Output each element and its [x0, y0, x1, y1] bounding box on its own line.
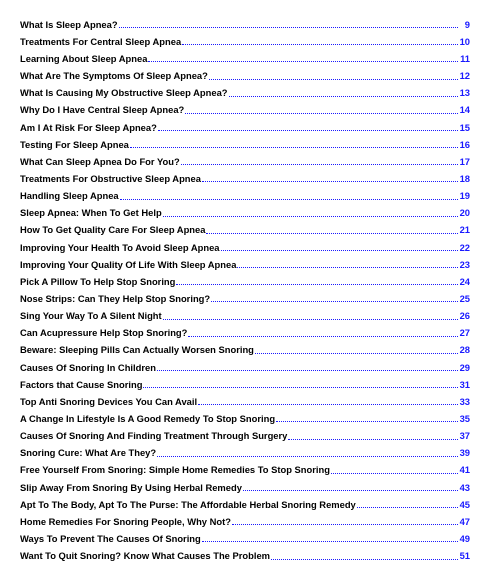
toc-dot-leader — [331, 473, 458, 474]
toc-dot-leader — [157, 370, 458, 371]
toc-dot-leader — [163, 216, 458, 217]
toc-entry-17[interactable] — [20, 286, 470, 303]
toc-dot-leader — [157, 456, 457, 457]
toc-entry-title: A Change In Lifestyle Is A Good Remedy To Stop Snoring — [20, 412, 276, 424]
toc-entry-13[interactable] — [20, 218, 470, 235]
toc-dot-leader — [288, 439, 457, 440]
toc-entry-32[interactable] — [20, 543, 470, 560]
toc-page-number: 20 — [459, 207, 470, 219]
toc-dot-leader — [143, 387, 457, 388]
toc-entry-title: Factors that Cause Snoring — [20, 378, 143, 390]
toc-entry-title: Top Anti Snoring Devices You Can Avail — [20, 395, 198, 407]
toc-entry-15[interactable] — [20, 252, 470, 269]
toc-entry-title: Improving Your Quality Of Life With Sleep Apnea — [20, 258, 237, 270]
toc-entry-29[interactable] — [20, 492, 470, 509]
toc-entry-title: Handling Sleep Apnea — [20, 190, 119, 202]
toc-page-number: 11 — [460, 53, 470, 65]
toc-dot-leader — [188, 336, 457, 337]
toc-dot-leader — [148, 61, 458, 62]
toc-page-number: 49 — [459, 532, 470, 544]
toc-page-number: 25 — [459, 292, 470, 304]
toc-dot-leader — [202, 181, 458, 182]
toc-entry-title: Learning About Sleep Apnea — [20, 53, 148, 65]
toc-dot-leader — [255, 353, 458, 354]
toc-entry-title: Treatments For Central Sleep Apnea — [20, 35, 182, 47]
toc-entry-title: Can Acupressure Help Stop Snoring? — [20, 327, 188, 339]
toc-entry-25[interactable] — [20, 423, 470, 440]
toc-entry-title: Causes Of Snoring In Children — [20, 361, 156, 373]
toc-page-number: 39 — [459, 447, 470, 459]
toc-entry-21[interactable] — [20, 355, 470, 372]
toc-dot-leader — [119, 27, 458, 28]
toc-dot-leader — [221, 250, 458, 251]
toc-entry-8[interactable] — [20, 132, 470, 149]
toc-entry-3[interactable] — [20, 46, 470, 63]
toc-dot-leader — [185, 113, 457, 114]
toc-page-number: 47 — [459, 515, 470, 527]
toc-entry-7[interactable] — [20, 115, 470, 132]
toc-page-number: 28 — [459, 344, 470, 356]
toc-entry-4[interactable] — [20, 63, 470, 80]
toc-entry-18[interactable] — [20, 303, 470, 320]
toc-page-number: 41 — [459, 464, 470, 476]
toc-page-number: 14 — [459, 104, 470, 116]
toc-entry-title: Nose Strips: Can They Help Stop Snoring? — [20, 292, 211, 304]
toc-entry-title: Ways To Prevent The Causes Of Snoring — [20, 532, 201, 544]
toc-page-number: 26 — [459, 310, 470, 322]
toc-entry-20[interactable] — [20, 338, 470, 355]
toc-entry-title: Snoring Cure: What Are They? — [20, 447, 157, 459]
toc-entry-10[interactable] — [20, 166, 470, 183]
toc-entry-title: Why Do I Have Central Sleep Apnea? — [20, 104, 185, 116]
toc-entry-title: Free Yourself From Snoring: Simple Home Remedies To Stop Snoring — [20, 464, 330, 476]
toc-entry-11[interactable] — [20, 183, 470, 200]
toc-page-number: 17 — [459, 155, 470, 167]
toc-dot-leader — [158, 130, 458, 131]
toc-dot-leader — [357, 507, 458, 508]
toc-entry-title: Slip Away From Snoring By Using Herbal Remedy — [20, 481, 242, 493]
toc-dot-leader — [211, 301, 457, 302]
toc-page-number: 12 — [459, 70, 470, 82]
toc-entry-16[interactable] — [20, 269, 470, 286]
toc-entry-27[interactable] — [20, 458, 470, 475]
table-of-contents — [20, 12, 470, 561]
toc-page-number: 51 — [459, 550, 470, 561]
toc-page-number: 10 — [459, 35, 470, 47]
toc-dot-leader — [163, 319, 458, 320]
toc-entry-5[interactable] — [20, 81, 470, 98]
toc-page-number: 31 — [459, 378, 470, 390]
toc-page-number: 13 — [459, 87, 470, 99]
toc-page-number: 27 — [459, 327, 470, 339]
toc-page-number: 22 — [459, 241, 470, 253]
toc-page-number: 37 — [459, 430, 470, 442]
toc-entry-23[interactable] — [20, 389, 470, 406]
toc-page-number: 19 — [459, 190, 470, 202]
toc-entry-title: Sleep Apnea: When To Get Help — [20, 207, 162, 219]
toc-dot-leader — [206, 233, 457, 234]
toc-entry-31[interactable] — [20, 526, 470, 543]
toc-entry-title: Apt To The Body, Apt To The Purse: The Affordable Herbal Snoring Remedy — [20, 498, 356, 510]
toc-entry-title: Improving Your Health To Avoid Sleep Apnea — [20, 241, 220, 253]
toc-dot-leader — [271, 559, 458, 560]
toc-entry-22[interactable] — [20, 372, 470, 389]
toc-dot-leader — [232, 524, 458, 525]
toc-page-number: 21 — [459, 224, 470, 236]
toc-dot-leader — [209, 79, 458, 80]
toc-entry-30[interactable] — [20, 509, 470, 526]
toc-page-number: 35 — [459, 412, 470, 424]
toc-page-number: 24 — [459, 275, 470, 287]
toc-entry-1[interactable] — [20, 12, 470, 29]
toc-page-number: 16 — [459, 138, 470, 150]
toc-dot-leader — [202, 541, 458, 542]
toc-entry-title: Am I At Risk For Sleep Apnea? — [20, 121, 157, 133]
toc-dot-leader — [130, 147, 458, 148]
toc-entry-6[interactable] — [20, 98, 470, 115]
toc-dot-leader — [229, 96, 458, 97]
toc-entry-title: Beware: Sleeping Pills Can Actually Worsen Snoring — [20, 344, 254, 356]
toc-page-number: 45 — [459, 498, 470, 510]
toc-entry-28[interactable] — [20, 475, 470, 492]
toc-entry-24[interactable] — [20, 406, 470, 423]
toc-dot-leader — [176, 284, 457, 285]
toc-page-number: 33 — [459, 395, 470, 407]
toc-dot-leader — [243, 490, 458, 491]
toc-entry-title: Causes Of Snoring And Finding Treatment Through Surgery — [20, 430, 288, 442]
toc-entry-title: Treatments For Obstructive Sleep Apnea — [20, 173, 201, 184]
toc-entry-title: Sing Your Way To A Silent Night — [20, 310, 162, 322]
toc-entry-title: Pick A Pillow To Help Stop Snoring — [20, 275, 176, 287]
toc-entry-2[interactable] — [20, 29, 470, 46]
toc-dot-leader — [120, 199, 458, 200]
toc-dot-leader — [198, 404, 457, 405]
toc-entry-title: What Are The Symptoms Of Sleep Apnea? — [20, 70, 208, 82]
toc-entry-title: Home Remedies For Snoring People, Why Not? — [20, 515, 231, 527]
toc-entry-title: Want To Quit Snoring? Know What Causes The Problem — [20, 550, 270, 561]
toc-page-number: 18 — [459, 173, 470, 184]
toc-entry-19[interactable] — [20, 321, 470, 338]
toc-entry-title: What Can Sleep Apnea Do For You? — [20, 155, 180, 167]
toc-page-number: 15 — [459, 121, 470, 133]
toc-entry-title: What Is Sleep Apnea? — [20, 18, 118, 30]
toc-entry-title: Testing For Sleep Apnea — [20, 138, 129, 150]
toc-entry-12[interactable] — [20, 201, 470, 218]
toc-dot-leader — [276, 421, 458, 422]
toc-entry-9[interactable] — [20, 149, 470, 166]
toc-page-number: 29 — [459, 361, 470, 373]
toc-entry-26[interactable] — [20, 441, 470, 458]
toc-page-number: 43 — [459, 481, 470, 493]
toc-dot-leader — [237, 267, 457, 268]
toc-dot-leader — [182, 44, 457, 45]
toc-entry-title: What Is Causing My Obstructive Sleep Apnea? — [20, 87, 228, 99]
toc-entry-14[interactable] — [20, 235, 470, 252]
toc-entry-title: How To Get Quality Care For Sleep Apnea — [20, 224, 206, 236]
toc-dot-leader — [181, 164, 458, 165]
toc-page-number: 9 — [464, 18, 470, 30]
toc-page-number: 23 — [459, 258, 470, 270]
